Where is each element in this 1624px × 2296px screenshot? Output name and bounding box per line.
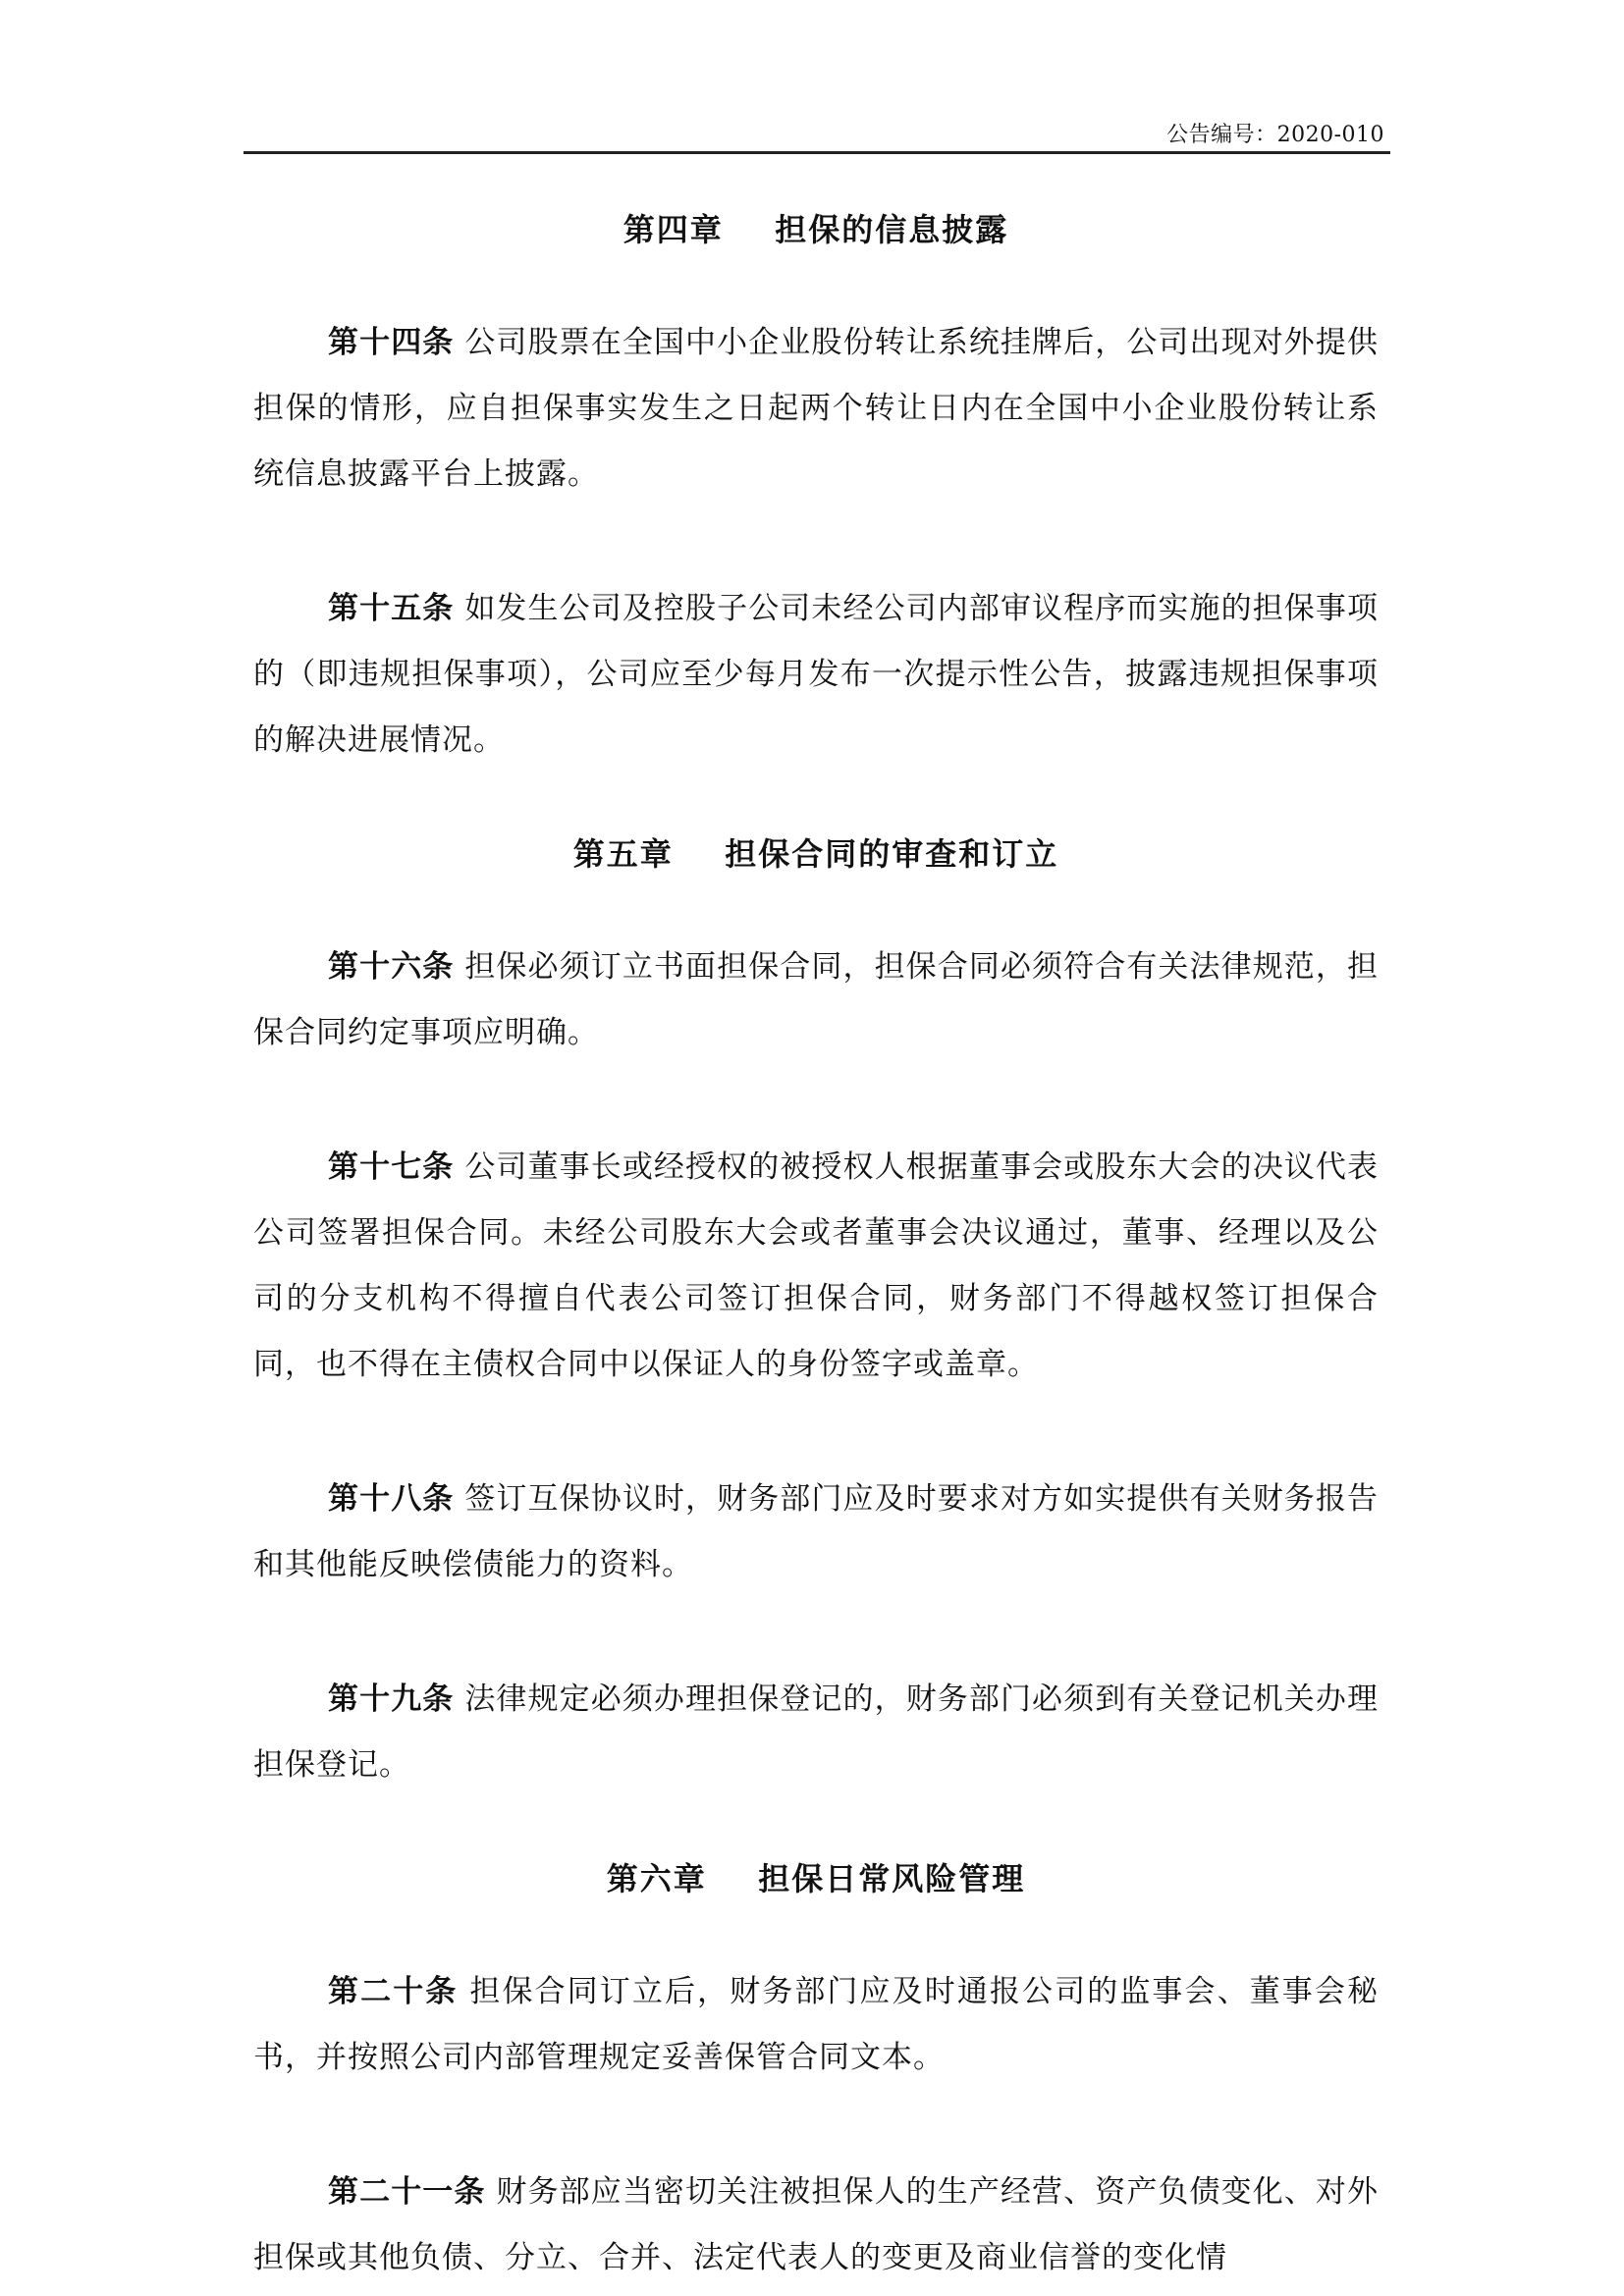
- article-number: 第二十一条: [328, 2174, 486, 2210]
- chapter-title: 第五章 担保合同的审查和订立: [572, 835, 1059, 873]
- article-number: 第十七条: [328, 1149, 455, 1185]
- document-body: [253, 204, 1379, 2291]
- article-number: 第二十条: [328, 1974, 459, 2009]
- article: [253, 1667, 1379, 1798]
- article-number: 第十六条: [328, 949, 455, 985]
- article-text: 如发生公司及控股子公司未经公司内部审议程序而实施的担保事项的（即违规担保事项），公司应至少每月发布一次提示性公告，披露违规担保事项的解决进展情况。: [253, 591, 1380, 758]
- article-text: 担保必须订立书面担保合同，担保合同必须符合有关法律规范，担保合同约定事项应明确。: [253, 949, 1380, 1050]
- article: [253, 1467, 1379, 1598]
- article-number: 第十九条: [328, 1682, 455, 1717]
- article: [253, 2160, 1379, 2291]
- article-number: 第十五条: [328, 591, 455, 626]
- article-text: 公司董事长或经授权的被授权人根据董事会或股东大会的决议代表公司签署担保合同。未经公司股东大会或者董事会决议通过，董事、经理以及公司的分支机构不得擅自代表公司签订担保合同，财务部门不得越权签订担保合同，也不得在主债权合同中以保证人的身份签字或盖章。: [253, 1149, 1380, 1382]
- article-text: 担保合同订立后，财务部门应及时通报公司的监事会、董事会秘书，并按照公司内部管理规定妥善保管合同文本。: [253, 1974, 1380, 2075]
- page-header: [244, 116, 1390, 154]
- article-text: 公司股票在全国中小企业股份转让系统挂牌后，公司出现对外提供担保的情形，应自担保事实发生之日起两个转让日内在全国中小企业股份转让系统信息披露平台上披露。: [253, 325, 1380, 492]
- article: [253, 310, 1379, 507]
- article: [253, 1959, 1379, 2091]
- article-text: 签订互保协议时，财务部门应及时要求对方如实提供有关财务报告和其他能反映偿债能力的资料。: [253, 1481, 1380, 1582]
- chapter-title: 第六章 担保日常风险管理: [606, 1860, 1026, 1897]
- article: [253, 576, 1379, 774]
- article-number: 第十八条: [328, 1481, 455, 1517]
- article: [253, 1135, 1379, 1398]
- article-text: 法律规定必须办理担保登记的，财务部门必须到有关登记机关办理担保登记。: [253, 1682, 1380, 1783]
- article: [253, 934, 1379, 1066]
- chapter-title: 第四章 担保的信息披露: [623, 211, 1009, 248]
- article-number: 第十四条: [328, 325, 455, 360]
- article-text: 财务部应当密切关注被担保人的生产经营、资产负债变化、对外担保或其他负债、分立、合并、法定代表人的变更及商业信誉的变化情: [253, 2174, 1380, 2275]
- announcement-number: 公告编号：2020-010: [1166, 123, 1384, 147]
